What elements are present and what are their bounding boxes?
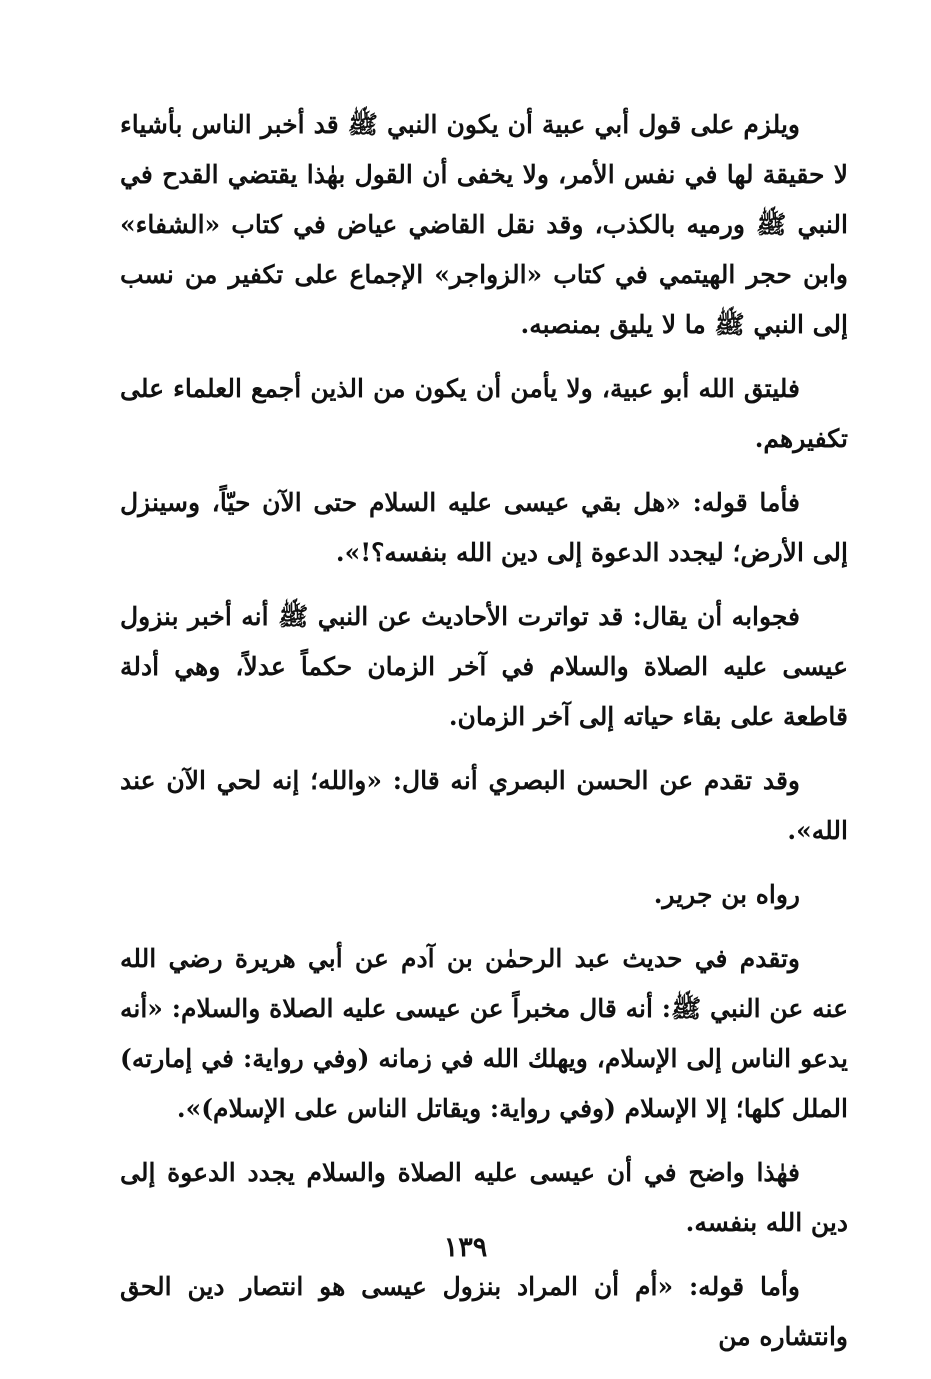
- page-body-text: [120, 100, 848, 1376]
- paragraph-5: وقد تقدم عن الحسن البصري أنه قال: «والله؛ إنه لحي الآن عند الله».: [120, 766, 848, 845]
- paragraph-8: فهٰذا واضح في أن عيسى عليه الصلاة والسلام يجدد الدعوة إلى دين الله بنفسه.: [120, 1158, 848, 1237]
- paragraph-1: ويلزم على قول أبي عبية أن يكون النبي ﷺ قد أخبر الناس بأشياء لا حقيقة لها في نفس الأمر، ولا يخفى أن القول بهٰذا يقتضي القدح في النبي ﷺ ورميه بالكذب، وقد نقل القاضي عياض في كتاب «الشفاء» وابن حجر الهيتمي في كتاب «الزواجر» الإجماع على تكفير من نسب إلى النبي ﷺ ما لا يليق بمنصبه.: [120, 110, 848, 339]
- paragraph-6: رواه بن جرير.: [653, 880, 800, 909]
- paragraph-9: وأما قوله: «أم أن المراد بنزول عيسى هو انتصار دين الحق وانتشاره من: [120, 1272, 848, 1351]
- paragraph-7: وتقدم في حديث عبد الرحمٰن بن آدم عن أبي هريرة رضي الله عنه عن النبي ﷺ: أنه قال مخبراً عن عيسى عليه الصلاة والسلام: «أنه يدعو الناس إلى الإسلام، ويهلك الله في زمانه (وفي رواية: في إمارته) الملل كلها؛ إلا الإسلام (وفي رواية: ويقاتل الناس على الإسلام)».: [120, 944, 848, 1123]
- paragraph-2: فليتق الله أبو عبية، ولا يأمن أن يكون من الذين أجمع العلماء على تكفيرهم.: [120, 374, 848, 453]
- paragraph-3: فأما قوله: «هل بقي عيسى عليه السلام حتى الآن حيّاً، وسينزل إلى الأرض؛ ليجدد الدعوة إلى دين الله بنفسه؟!».: [120, 488, 848, 567]
- page-number: ١٣٩: [443, 1232, 488, 1263]
- paragraph-4: فجوابه أن يقال: قد تواترت الأحاديث عن النبي ﷺ أنه أخبر بنزول عيسى عليه الصلاة والسلام في آخر الزمان حكماً عدلاً، وهي أدلة قاطعة على بقاء حياته إلى آخر الزمان.: [120, 602, 848, 731]
